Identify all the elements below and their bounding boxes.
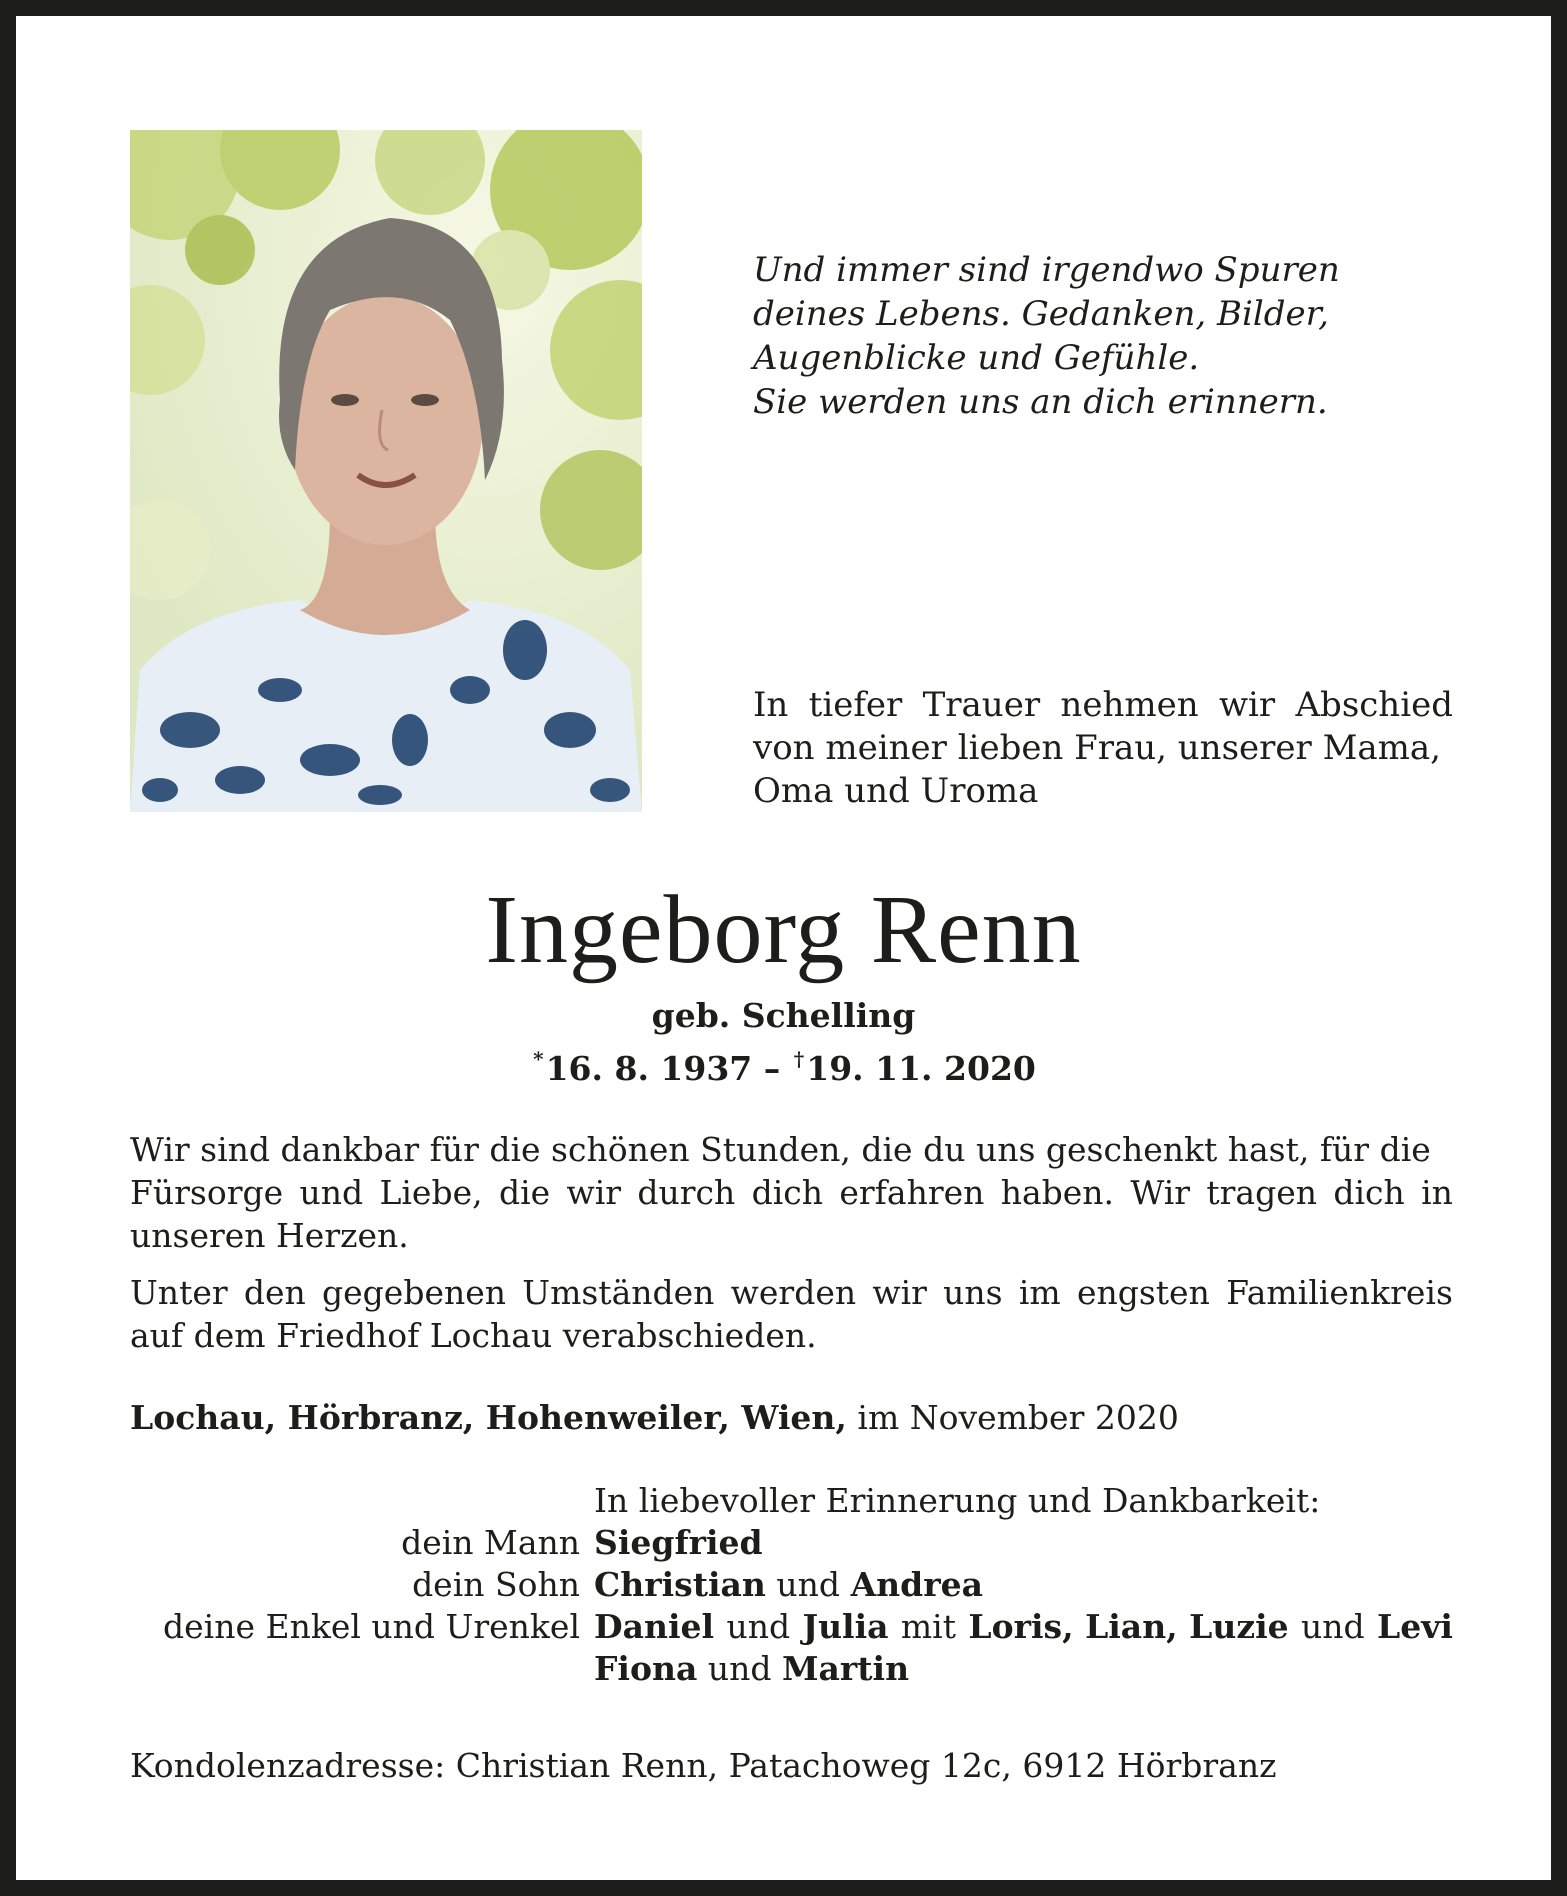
- conjunction: und: [1301, 1607, 1365, 1646]
- family-name: Andrea: [850, 1565, 983, 1604]
- family-names: [594, 1606, 1453, 1648]
- relation-label: dein Mann: [401, 1523, 580, 1562]
- word: Wir: [1130, 1173, 1191, 1212]
- family-heading: In liebevoller Erinnerung und Dankbarkeit:: [594, 1481, 1321, 1520]
- para-line: [130, 1271, 1453, 1314]
- portrait-image: [130, 130, 642, 812]
- family-name: Julia: [802, 1607, 889, 1646]
- deceased-name: Ingeborg Renn: [485, 876, 1082, 984]
- word: Fürsorge: [130, 1173, 284, 1212]
- word: nehmen: [1060, 685, 1199, 725]
- para-line: auf dem Friedhof Lochau verabschieden.: [130, 1316, 817, 1355]
- death-symbol: †: [793, 1047, 805, 1071]
- intro-text: [753, 684, 1453, 813]
- portrait-photo: [130, 130, 642, 812]
- para-line: Wir sind dankbar für die schönen Stunden, die du uns geschenkt hast, für die: [130, 1130, 1431, 1169]
- family-row-husband: [130, 1522, 1453, 1564]
- word: wir: [1218, 685, 1276, 725]
- funeral-paragraph: [130, 1271, 1453, 1357]
- family-name: Daniel: [594, 1607, 715, 1646]
- life-dates: [16, 1038, 1551, 1090]
- word: Unter: [130, 1273, 228, 1312]
- relation-label: deine Enkel und Urenkel: [163, 1607, 580, 1646]
- word: In: [753, 685, 789, 725]
- word: im: [1018, 1273, 1061, 1312]
- conjunction: mit: [900, 1607, 956, 1646]
- gratitude-paragraph: [130, 1128, 1453, 1257]
- word: engsten: [1076, 1273, 1210, 1312]
- family-row-grandchildren: [130, 1606, 1453, 1648]
- condolence-address: Kondolenzadresse: Christian Renn, Patachoweg 12c, 6912 Hörbranz: [130, 1746, 1277, 1785]
- conjunction: und: [707, 1649, 772, 1688]
- place-and-date: [130, 1396, 1179, 1439]
- intro-line-3: Oma und Uroma: [753, 771, 1039, 811]
- word: Umständen: [522, 1273, 715, 1312]
- word: den: [243, 1273, 306, 1312]
- relation-label-empty: [130, 1648, 594, 1690]
- intro-line-1: [753, 684, 1453, 727]
- conjunction: und: [776, 1565, 841, 1604]
- birth-symbol: *: [533, 1047, 544, 1071]
- relation-label: dein Sohn: [412, 1565, 580, 1604]
- word: in: [1421, 1173, 1453, 1212]
- place-date: im November 2020: [857, 1398, 1179, 1437]
- quote-line: deines Lebens. Gedanken, Bilder,: [753, 294, 1329, 334]
- family-name: Martin: [782, 1649, 910, 1688]
- word: Abschied: [1295, 685, 1453, 725]
- word: tragen: [1206, 1173, 1317, 1212]
- word: Familienkreis: [1226, 1273, 1453, 1312]
- family-names: [594, 1564, 1453, 1606]
- word: die: [498, 1173, 551, 1212]
- family-name: Christian: [594, 1565, 766, 1604]
- family-name: Loris, Lian, Luzie: [968, 1607, 1289, 1646]
- quote-line: Sie werden uns an dich erinnern.: [753, 382, 1328, 422]
- quote-line: Und immer sind irgendwo Spuren: [753, 250, 1340, 290]
- word: wir: [872, 1273, 927, 1312]
- word: uns: [943, 1273, 1003, 1312]
- word: tiefer: [808, 685, 903, 725]
- intro-line-2: von meiner lieben Frau, unserer Mama,: [753, 728, 1441, 768]
- family-names: [594, 1522, 1453, 1564]
- family-name: Levi: [1377, 1607, 1453, 1646]
- quote-line: Augenblicke und Gefühle.: [753, 338, 1200, 378]
- family-list: [130, 1480, 1453, 1690]
- date-dash: –: [763, 1049, 781, 1088]
- word: und: [299, 1173, 364, 1212]
- word: haben.: [1000, 1173, 1115, 1212]
- birth-date: 16. 8. 1937: [545, 1049, 753, 1088]
- place-towns: Lochau, Hörbranz, Hohenweiler, Wien,: [130, 1398, 847, 1437]
- word: gegebenen: [322, 1273, 507, 1312]
- word: Trauer: [922, 685, 1041, 725]
- word: Liebe,: [379, 1173, 483, 1212]
- word: erfahren: [839, 1173, 985, 1212]
- para-line: unseren Herzen.: [130, 1216, 409, 1255]
- word: dich: [1333, 1173, 1405, 1212]
- conjunction: und: [726, 1607, 791, 1646]
- memorial-quote: [753, 248, 1453, 424]
- family-names: [594, 1648, 1453, 1690]
- word: wir: [566, 1173, 622, 1212]
- word: durch: [637, 1173, 736, 1212]
- para-line: [130, 1171, 1453, 1214]
- word: werden: [730, 1273, 857, 1312]
- family-name: Fiona: [594, 1649, 698, 1688]
- family-name: Siegfried: [594, 1523, 763, 1562]
- word: dich: [751, 1173, 824, 1212]
- death-date: 19. 11. 2020: [806, 1049, 1036, 1088]
- family-row-son: [130, 1564, 1453, 1606]
- family-row-grandchildren-2: [130, 1648, 1453, 1690]
- maiden-name: geb. Schelling: [651, 996, 916, 1035]
